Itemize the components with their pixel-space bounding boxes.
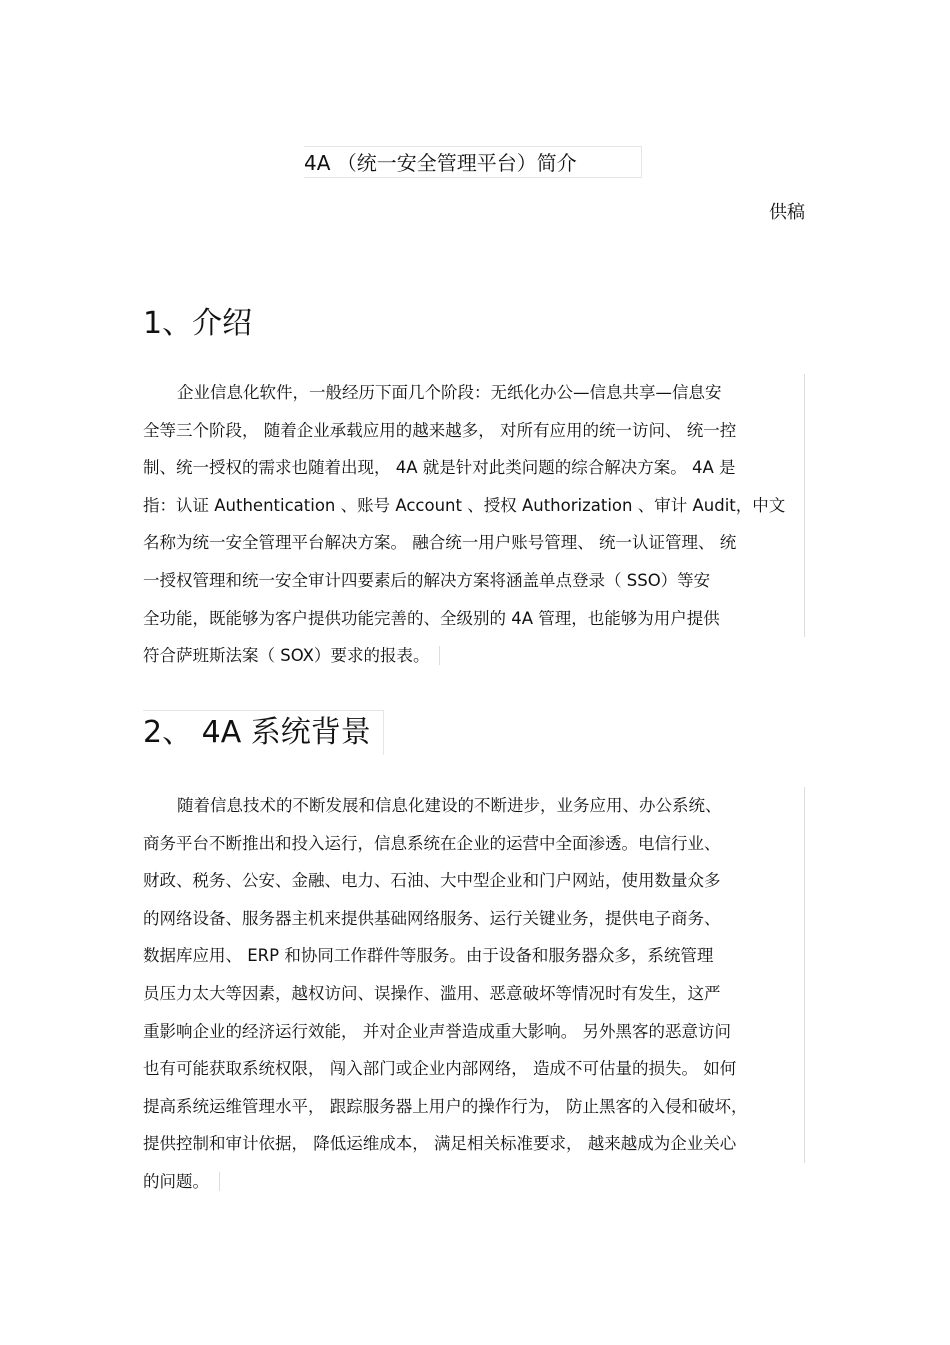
paragraph-line [143,1163,805,1201]
paragraph-line: 一授权管理和统一安全审计四要素后的解决方案将涵盖单点登录（ SSO）等安 [143,562,805,600]
paragraph-line: 数据库应用、 ERP 和协同工作群件等服务。由于设备和服务器众多，系统管理 [143,937,805,975]
paragraph-line: 指：认证 Authentication 、账号 Account 、授权 Authorization 、审计 Audit，中文 [143,487,805,525]
paragraph-line [143,637,805,675]
paragraph-line-text: 符合萨班斯法案（ SOX）要求的报表。 [143,646,440,665]
paragraph-line: 财政、税务、公安、金融、电力、石油、大中型企业和门户网站，使用数量众多 [143,862,805,900]
paragraph-line: 企业信息化软件，一般经历下面几个阶段：无纸化办公—信息共享—信息安 [143,374,805,412]
paragraph-line: 全等三个阶段， 随着企业承载应用的越来越多， 对所有应用的统一访问、 统一控 [143,412,805,450]
paragraph-line: 名称为统一安全管理平台解决方案。 融合统一用户账号管理、 统一认证管理、 统 [143,524,805,562]
paragraph-line: 的网络设备、服务器主机来提供基础网络服务、运行关键业务，提供电子商务、 [143,900,805,938]
paragraph-line: 重影响企业的经济运行效能， 并对企业声誉造成重大影响。 另外黑客的恶意访问 [143,1013,805,1051]
paragraph-line: 也有可能获取系统权限， 闯入部门或企业内部网络， 造成不可估量的损失。 如何 [143,1050,805,1088]
paragraph-line-text: 的问题。 [143,1172,220,1191]
paragraph-line: 提供控制和审计依据， 降低运维成本， 满足相关标准要求， 越来越成为企业关心 [143,1125,805,1163]
section-heading-background: 2、 4A 系统背景 [143,710,384,755]
section-paragraph-intro [143,374,805,675]
paragraph-line: 员压力太大等因素，越权访问、误操作、滥用、恶意破坏等情况时有发生，这严 [143,975,805,1013]
paragraph-line: 制、统一授权的需求也随着出现， 4A 就是针对此类问题的综合解决方案。 4A 是 [143,449,805,487]
document-note: 供稿 [769,202,805,223]
paragraph-line: 全功能，既能够为客户提供功能完善的、全级别的 4A 管理，也能够为用户提供 [143,600,805,638]
section-heading-intro: 1、介绍 [143,306,253,341]
section-paragraph-background [143,787,805,1201]
paragraph-line: 商务平台不断推出和投入运行，信息系统在企业的运营中全面渗透。电信行业、 [143,825,805,863]
paragraph-line: 提高系统运维管理水平， 跟踪服务器上用户的操作行为， 防止黑客的入侵和破坏， [143,1088,805,1126]
paragraph-line: 随着信息技术的不断发展和信息化建设的不断进步，业务应用、办公系统、 [143,787,805,825]
document-title: 4A （统一安全管理平台）简介 [304,146,642,178]
